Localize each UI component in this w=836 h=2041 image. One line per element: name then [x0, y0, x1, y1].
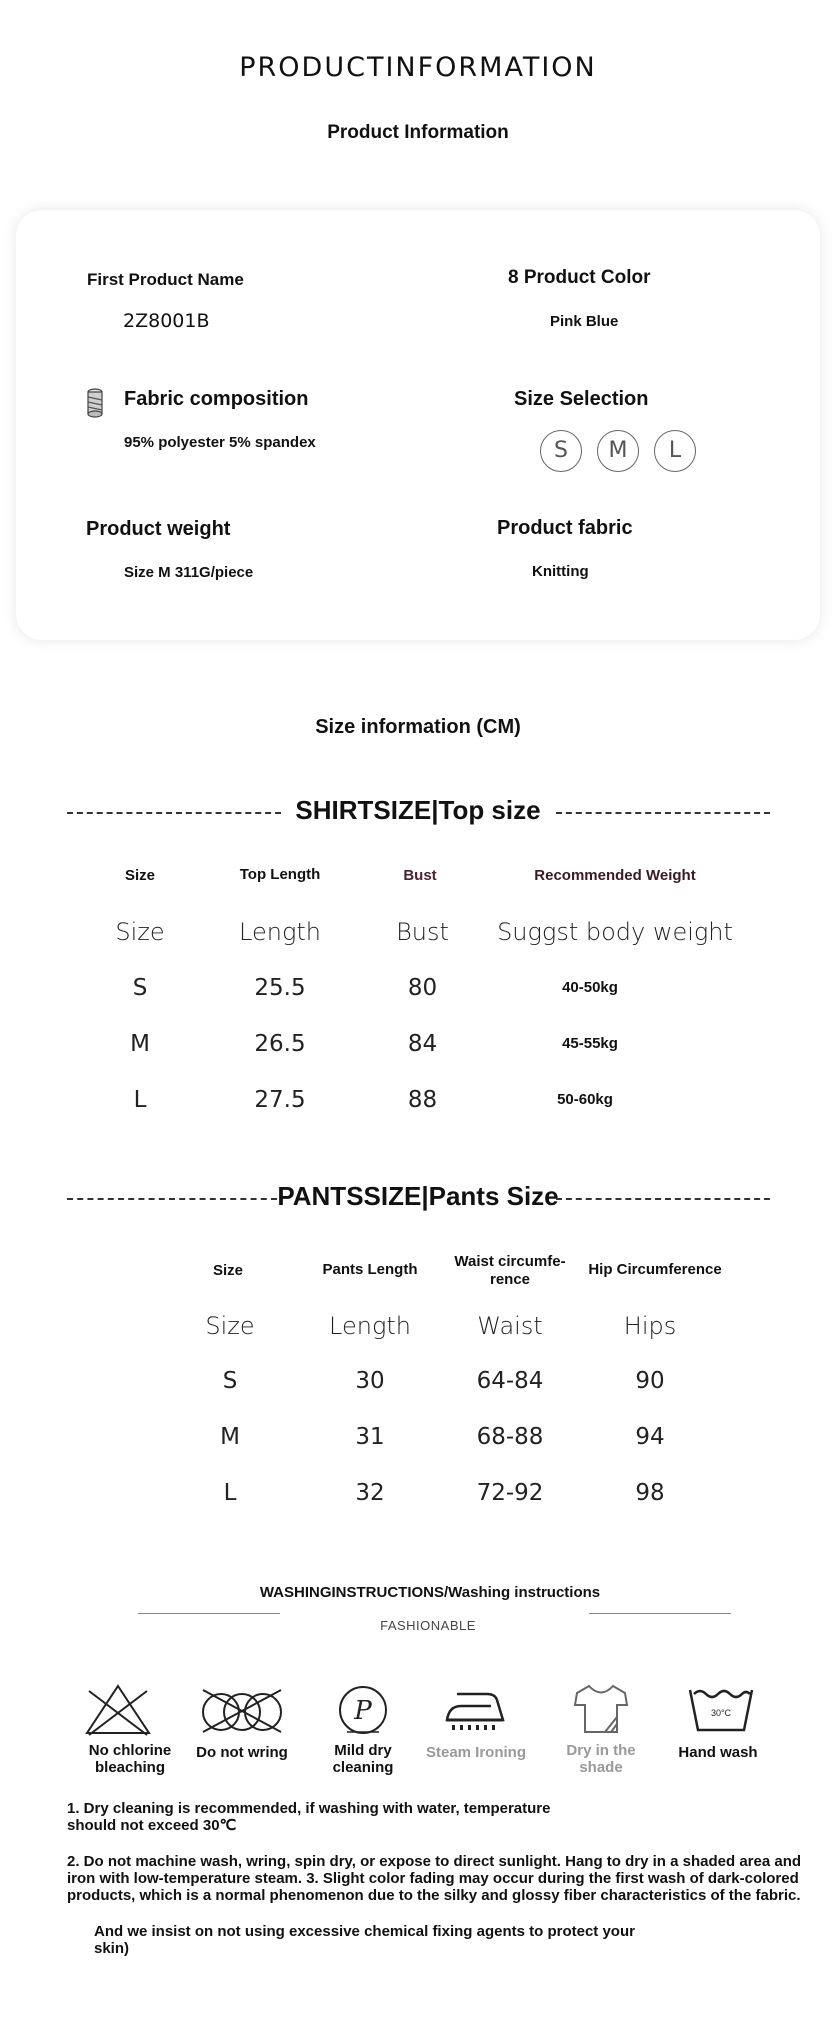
cell-hips: 90: [635, 1368, 665, 1394]
no-wring-label: Do not wring: [196, 1744, 288, 1761]
washing-title: WASHINGINSTRUCTIONS/Washing instructions: [259, 1584, 601, 1601]
hand-wash-temp: 30°C: [710, 1708, 732, 1718]
size-option-l[interactable]: L: [654, 430, 696, 472]
pants-header-waist: [440, 1253, 580, 1289]
divider-line: [138, 1613, 280, 1614]
cell-weight: 45-55kg: [562, 1035, 618, 1052]
cell-hips: 98: [635, 1480, 665, 1506]
shirt-col-size: Size: [115, 918, 165, 946]
cell-hips: 94: [635, 1424, 665, 1450]
no-bleach-label: [70, 1742, 190, 1776]
size-option-s[interactable]: S: [540, 430, 582, 472]
cell-weight: 40-50kg: [562, 979, 618, 996]
product-name-value: 2Z8001B: [123, 310, 210, 332]
pants-header-size: Size: [212, 1262, 243, 1279]
cell-bust: 88: [407, 1087, 438, 1113]
steam-iron-icon: [443, 1686, 505, 1734]
shirt-col-weight: Suggst body weight: [497, 918, 733, 946]
no-bleach-icon: [83, 1683, 153, 1737]
steam-iron-label: Steam Ironing: [425, 1744, 526, 1761]
cell-size: M: [220, 1424, 240, 1450]
svg-text:P: P: [354, 1696, 372, 1726]
hand-wash-label: Hand wash: [678, 1744, 758, 1761]
pants-header-hip: Hip Circumference: [588, 1261, 722, 1278]
dashed-divider: [556, 812, 770, 814]
no-bleach-label-line1: No chlorine: [88, 1742, 172, 1759]
pants-col-hips: Hips: [623, 1312, 677, 1340]
shirt-header-weight: Recommended Weight: [534, 867, 696, 884]
shirt-header-bust: Bust: [403, 867, 437, 884]
cell-length: 27.5: [254, 1087, 306, 1113]
divider-line: [589, 1613, 731, 1614]
page-title: PRODUCTINFORMATION: [239, 52, 597, 83]
mild-dry-clean-label-line2: cleaning: [332, 1759, 394, 1776]
size-selection-label: Size Selection: [514, 388, 649, 410]
shirt-header-size: Size: [124, 867, 155, 884]
cell-size: S: [222, 1368, 238, 1394]
cell-length: 26.5: [254, 1031, 306, 1057]
shade-dry-label: [541, 1742, 661, 1776]
mild-dry-clean-icon: [337, 1684, 389, 1736]
mild-dry-clean-label-line1: Mild dry: [334, 1742, 392, 1759]
cell-waist: 68-88: [476, 1424, 544, 1450]
cell-waist: 72-92: [476, 1480, 544, 1506]
size-info-heading: Size information (CM): [315, 716, 521, 738]
dashed-divider: [556, 1198, 770, 1200]
product-color-value: Pink Blue: [550, 313, 619, 330]
cell-size: S: [132, 975, 148, 1001]
note-line: 1. Dry cleaning is recommended, if washing with water, temperature: [67, 1800, 551, 1817]
mild-dry-clean-label: [303, 1742, 423, 1776]
fabric-composition-value: 95% polyester 5% spandex: [124, 434, 316, 451]
product-fabric-value: Knitting: [532, 563, 589, 580]
no-wring-icon: [199, 1686, 285, 1736]
page-subtitle: Product Information: [327, 122, 509, 143]
cell-size: L: [223, 1480, 237, 1506]
cell-weight: 50-60kg: [557, 1091, 613, 1108]
product-weight-value: Size M 311G/piece: [124, 564, 254, 581]
product-fabric-label: Product fabric: [497, 517, 633, 539]
fabric-composition-label: Fabric composition: [124, 388, 309, 410]
product-weight-label: Product weight: [86, 518, 231, 540]
shade-dry-label-line1: Dry in the: [566, 1742, 636, 1759]
thread-spool-icon: [86, 388, 104, 418]
cell-size: M: [130, 1031, 150, 1057]
pants-header-waist-line1: Waist circumfe-: [454, 1253, 566, 1270]
note-line: products, which is a normal phenomenon due to the silky and glossy fiber characteristics of the fabric.: [67, 1887, 801, 1904]
note-line: skin): [94, 1940, 130, 1957]
no-bleach-label-line2: bleaching: [94, 1759, 165, 1776]
cell-length: 25.5: [254, 975, 306, 1001]
pants-header-length: Pants Length: [322, 1261, 418, 1278]
pants-col-length: Length: [329, 1312, 411, 1340]
cell-size: L: [133, 1087, 147, 1113]
shirt-header-length: Top Length: [239, 866, 321, 883]
shirt-col-length: Length: [239, 918, 321, 946]
product-name-label: First Product Name: [87, 270, 244, 289]
pants-header-waist-line2: rence: [489, 1271, 531, 1288]
cell-waist: 64-84: [476, 1368, 544, 1394]
shirt-size-title: SHIRTSIZE|Top size: [295, 795, 541, 825]
cell-length: 32: [355, 1480, 385, 1506]
hand-wash-icon: [688, 1686, 754, 1732]
note-line: iron with low-temperature steam. 3. Slight color fading may occur during the first wash of dark-colored: [67, 1870, 799, 1887]
cell-length: 31: [355, 1424, 385, 1450]
pants-col-waist: Waist: [477, 1312, 543, 1340]
product-color-label: 8 Product Color: [508, 267, 651, 288]
note-line: should not exceed 30℃: [67, 1817, 237, 1834]
shirt-col-bust: Bust: [396, 918, 449, 946]
size-option-m[interactable]: M: [597, 430, 639, 472]
pants-col-size: Size: [205, 1312, 255, 1340]
pants-size-title: PANTSSIZE|Pants Size: [277, 1181, 559, 1211]
fashionable-subtitle: FASHIONABLE: [380, 1618, 476, 1633]
cell-bust: 80: [407, 975, 438, 1001]
product-info-card: [16, 210, 820, 640]
shade-dry-label-line2: shade: [579, 1759, 623, 1776]
cell-length: 30: [355, 1368, 385, 1394]
note-line: 2. Do not machine wash, wring, spin dry, or expose to direct sunlight. Hang to dry in a shaded area and: [67, 1853, 802, 1870]
shade-dry-icon: [571, 1683, 631, 1735]
note-line: And we insist on not using excessive chemical fixing agents to protect your: [94, 1923, 635, 1940]
cell-bust: 84: [407, 1031, 438, 1057]
